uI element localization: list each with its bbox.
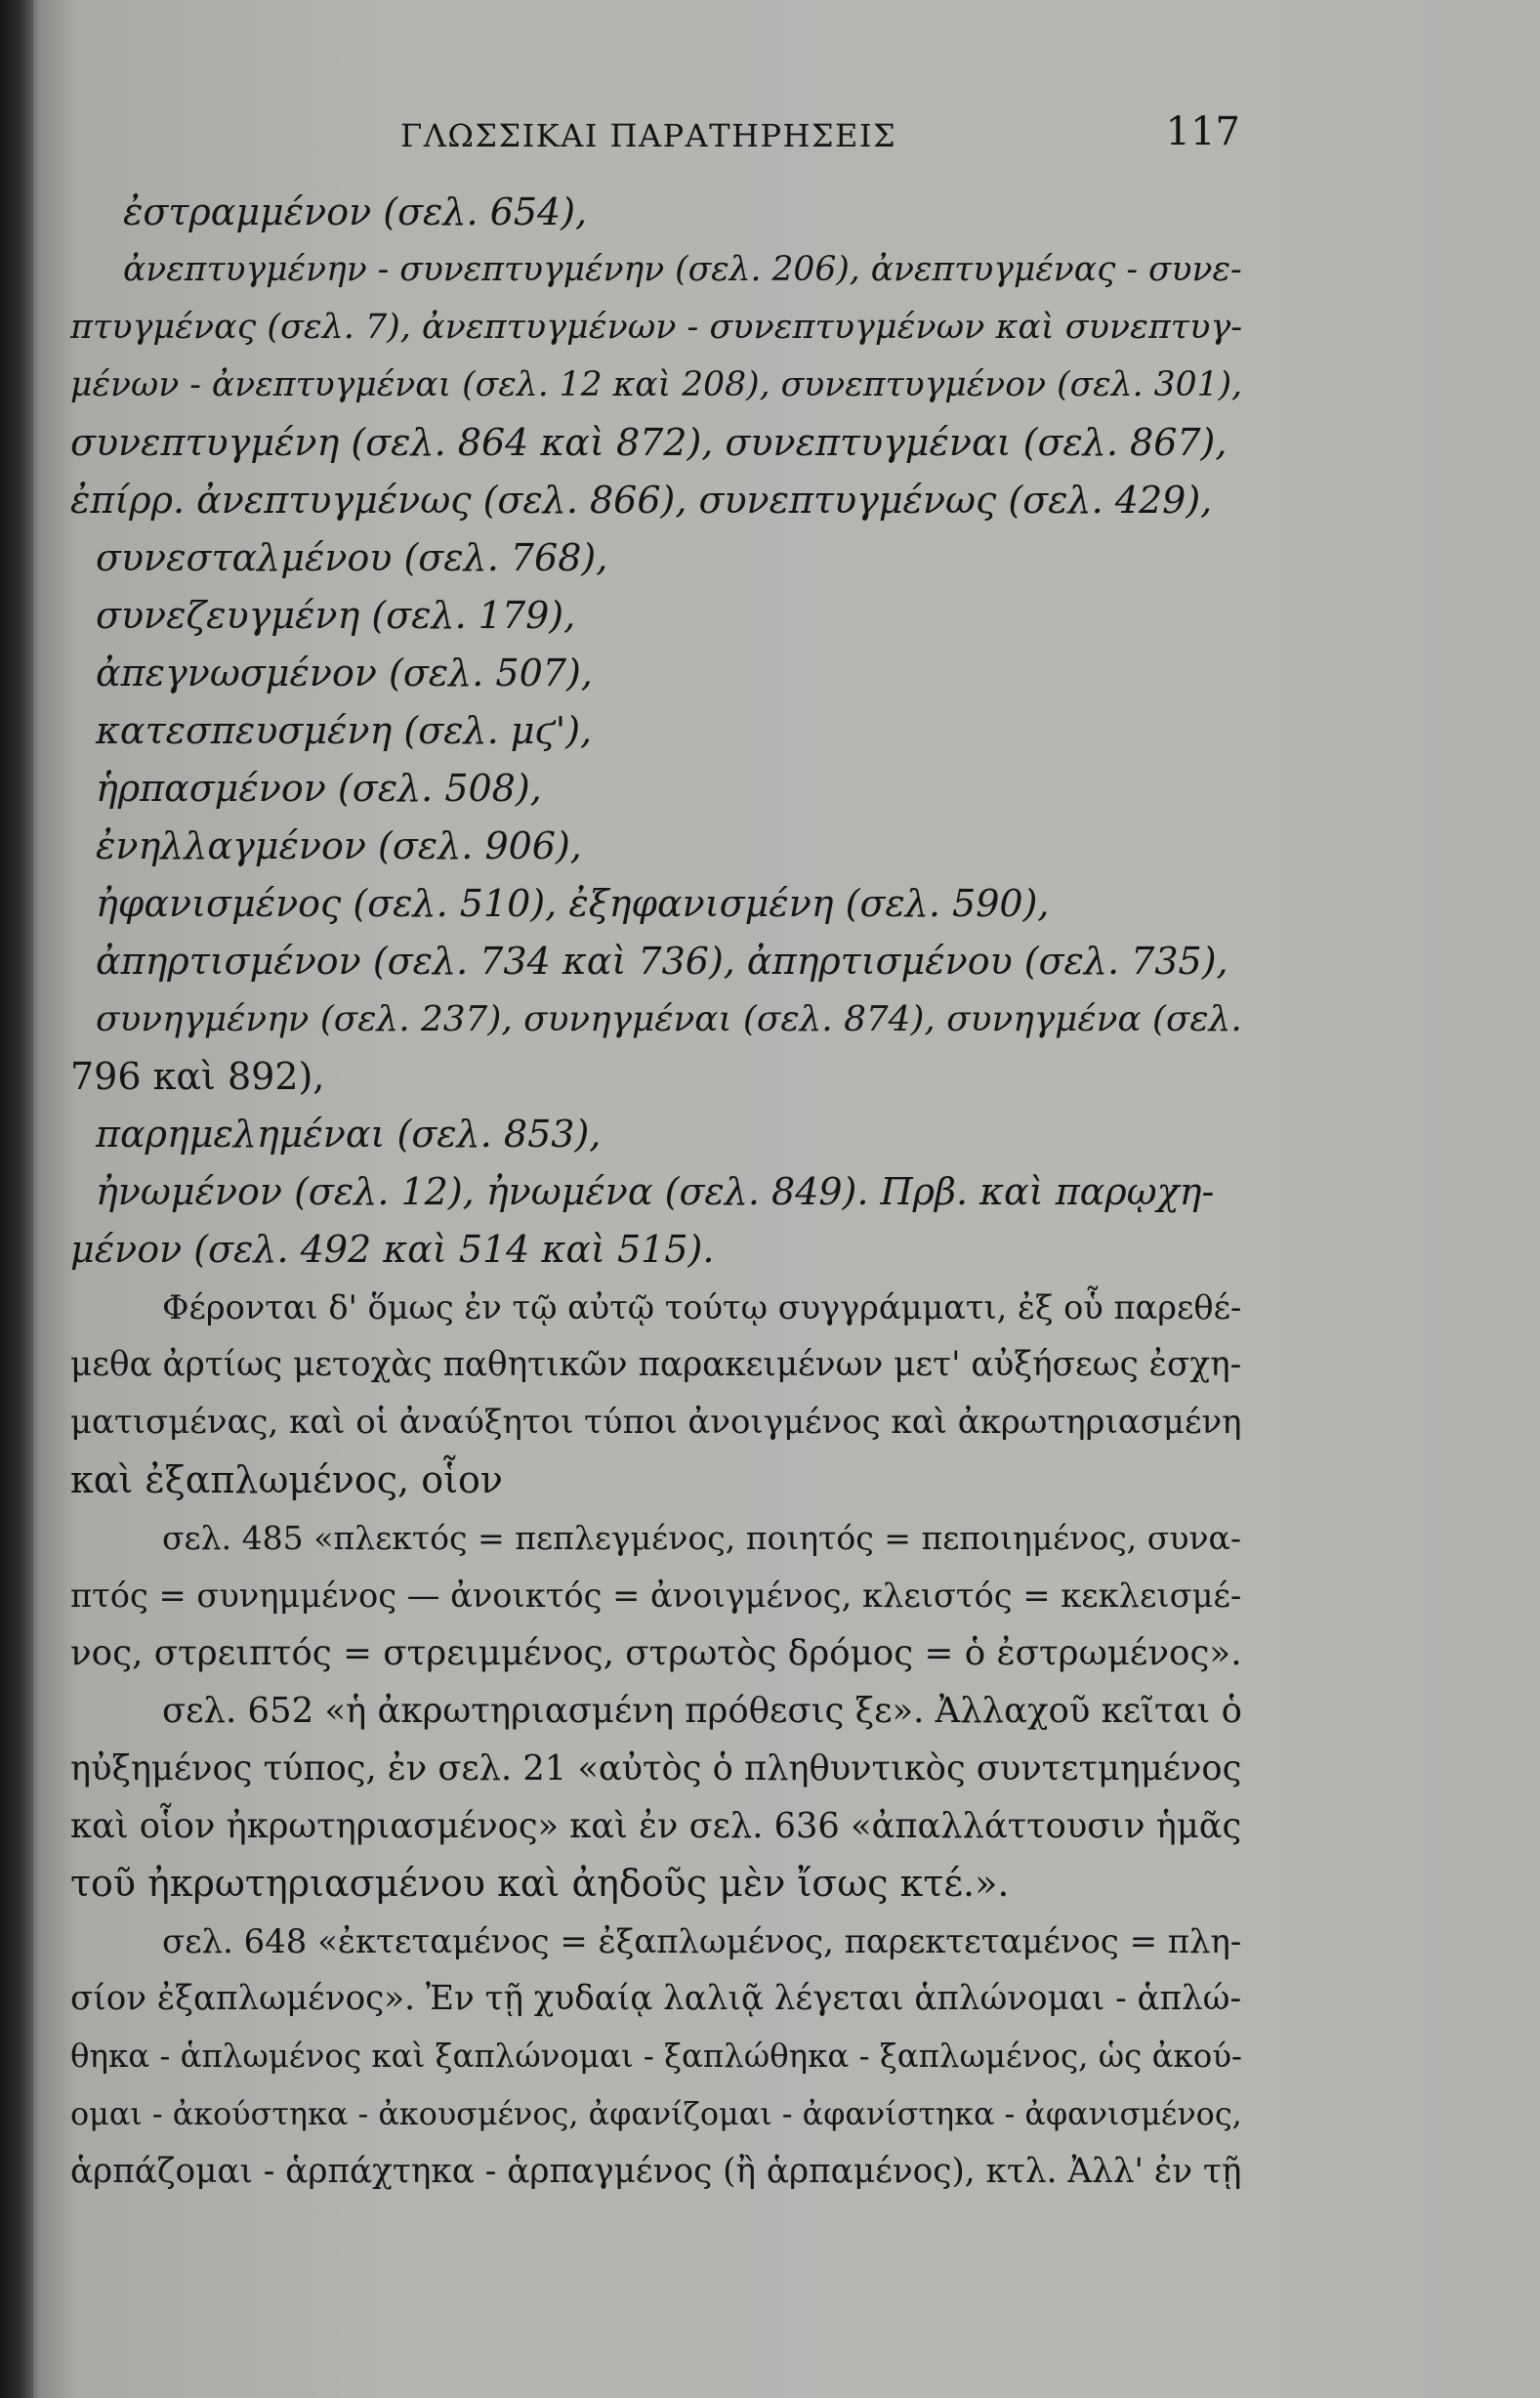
text-line-22: ματισμένας, καὶ οἱ ἀναύξητοι τύποι ἀνοιγμένος καὶ ἀκρωτηριασμένη [70,1403,1242,1442]
text-line-34: ομαι - ἀκούστηκα - ἀκουσμένος, ἀφανίζομαι - ἀφανίστηκα - ἀφανισμένος, [70,2095,1242,2132]
text-line-4: μένων - ἀνεπτυγμέναι (σελ. 12 καὶ 208), συνεπτυγμένον (σελ. 301), [70,365,1243,404]
text-line-27: σελ. 652 «ἡ ἀκρωτηριασμένη πρόθεσις ξε». Ἀλλαχοῦ κεῖται ὁ [162,1691,1242,1731]
text-line-35: ἁρπάζομαι - ἁρπάχτηκα - ἁρπαγμένος (ἢ ἁρπαμένος), κτλ. Ἀλλ' ἐν τῇ [70,2152,1242,2191]
text-line-23: καὶ ἐξαπλωμένος, οἷον [70,1458,503,1501]
text-line-29: καὶ οἷον ἠκρωτηριασμένος» καὶ ἐν σελ. 636 «ἀπαλλάττουσιν ἡμᾶς [70,1806,1242,1846]
text-line-2: ἀνεπτυγμένην - συνεπτυγμένην (σελ. 206), ἀνεπτυγμένας - συνε- [123,250,1242,289]
text-line-20: Φέρονται δ' ὅμως ἐν τῷ αὐτῷ τούτῳ συγγράμματι, ἐξ οὗ παρεθέ- [162,1288,1242,1326]
text-line-33: θηκα - ἁπλωμένος καὶ ξαπλώνομαι - ξαπλώθηκα - ξαπλωμένος, ὡς ἀκού- [70,2038,1242,2075]
text-line-21: μεθα ἀρτίως μετοχὰς παθητικῶν παρακειμένων μετ' αὐξήσεως ἐσχη- [70,1345,1242,1384]
text-line-28: ηὐξημένος τύπος, ἐν σελ. 21 «αὐτὸς ὁ πληθυντικὸς συντετμημένος [70,1748,1242,1788]
text-line-24: σελ. 485 «πλεκτός = πεπλεγμένος, ποιητός = πεποιημένος, συνα- [162,1519,1242,1557]
text-line-8: συνεζευγμένη (σελ. 179), [96,594,576,637]
text-line-17: παρημελημέναι (σελ. 853), [96,1113,602,1156]
text-line-30: τοῦ ἠκρωτηριασμένου καὶ ἀηδοῦς μὲν ἴσως κτέ.». [70,1862,1010,1905]
page-header [98,109,1240,168]
text-line-15: συνηγμένην (σελ. 237), συνηγμέναι (σελ. 874), συνηγμένα (σελ. [96,999,1242,1039]
text-line-19: μένον (σελ. 492 καὶ 514 καὶ 515). [70,1228,715,1271]
text-line-14: ἀπηρτισμένον (σελ. 734 καὶ 736), ἀπηρτισμένου (σελ. 735), [96,940,1228,983]
text-line-9: ἀπεγνωσμένον (σελ. 507), [96,652,593,694]
text-line-10: κατεσπευσμένη (σελ. μϛ'), [96,709,593,752]
page-body-text [70,184,1242,2201]
text-line-25: πτός = συνημμένος — ἀνοικτός = ἀνοιγμένος, κλειστός = κεκλεισμέ- [70,1577,1242,1615]
page-binding-shadow [0,0,33,2398]
text-line-3: πτυγμένας (σελ. 7), ἀνεπτυγμένων - συνεπτυγμένων καὶ συνεπτυγ- [70,308,1243,347]
text-line-31: σελ. 648 «ἐκτεταμένος = ἐξαπλωμένος, παρεκτεταμένος = πλη- [162,1922,1242,1960]
running-title: ΓΛΩΣΣΙΚΑΙ ΠΑΡΑΤΗΡΗΣΕΙΣ [400,117,897,154]
text-line-18: ἠνωμένον (σελ. 12), ἠνωμένα (σελ. 849). Πρβ. καὶ παρῳχη- [96,1170,1215,1213]
page-number: 117 [1165,109,1240,154]
text-line-11: ἡρπασμένον (σελ. 508), [96,767,542,810]
text-line-16: 796 καὶ 892), [70,1055,325,1098]
text-line-26: νος, στρειπτός = στρειμμένος, στρωτὸς δρόμος = ὁ ἐστρωμένος». [70,1633,1242,1673]
text-line-32: σίον ἐξαπλωμένος». Ἐν τῇ χυδαίᾳ λαλιᾷ λέγεται ἁπλώνομαι - ἁπλώ- [70,1979,1241,2018]
text-line-1: ἐστραμμένον (σελ. 654), [123,190,588,233]
text-line-5: συνεπτυγμένη (σελ. 864 καὶ 872), συνεπτυγμέναι (σελ. 867), [70,421,1228,464]
text-line-6: ἐπίρρ. ἀνεπτυγμένως (σελ. 866), συνεπτυγμένως (σελ. 429), [70,479,1213,522]
text-line-13: ἠφανισμένος (σελ. 510), ἐξηφανισμένη (σελ. 590), [96,882,1050,925]
text-line-7: συνεσταλμένου (σελ. 768), [96,536,608,579]
text-line-12: ἐνηλλαγμένον (σελ. 906), [96,824,582,867]
